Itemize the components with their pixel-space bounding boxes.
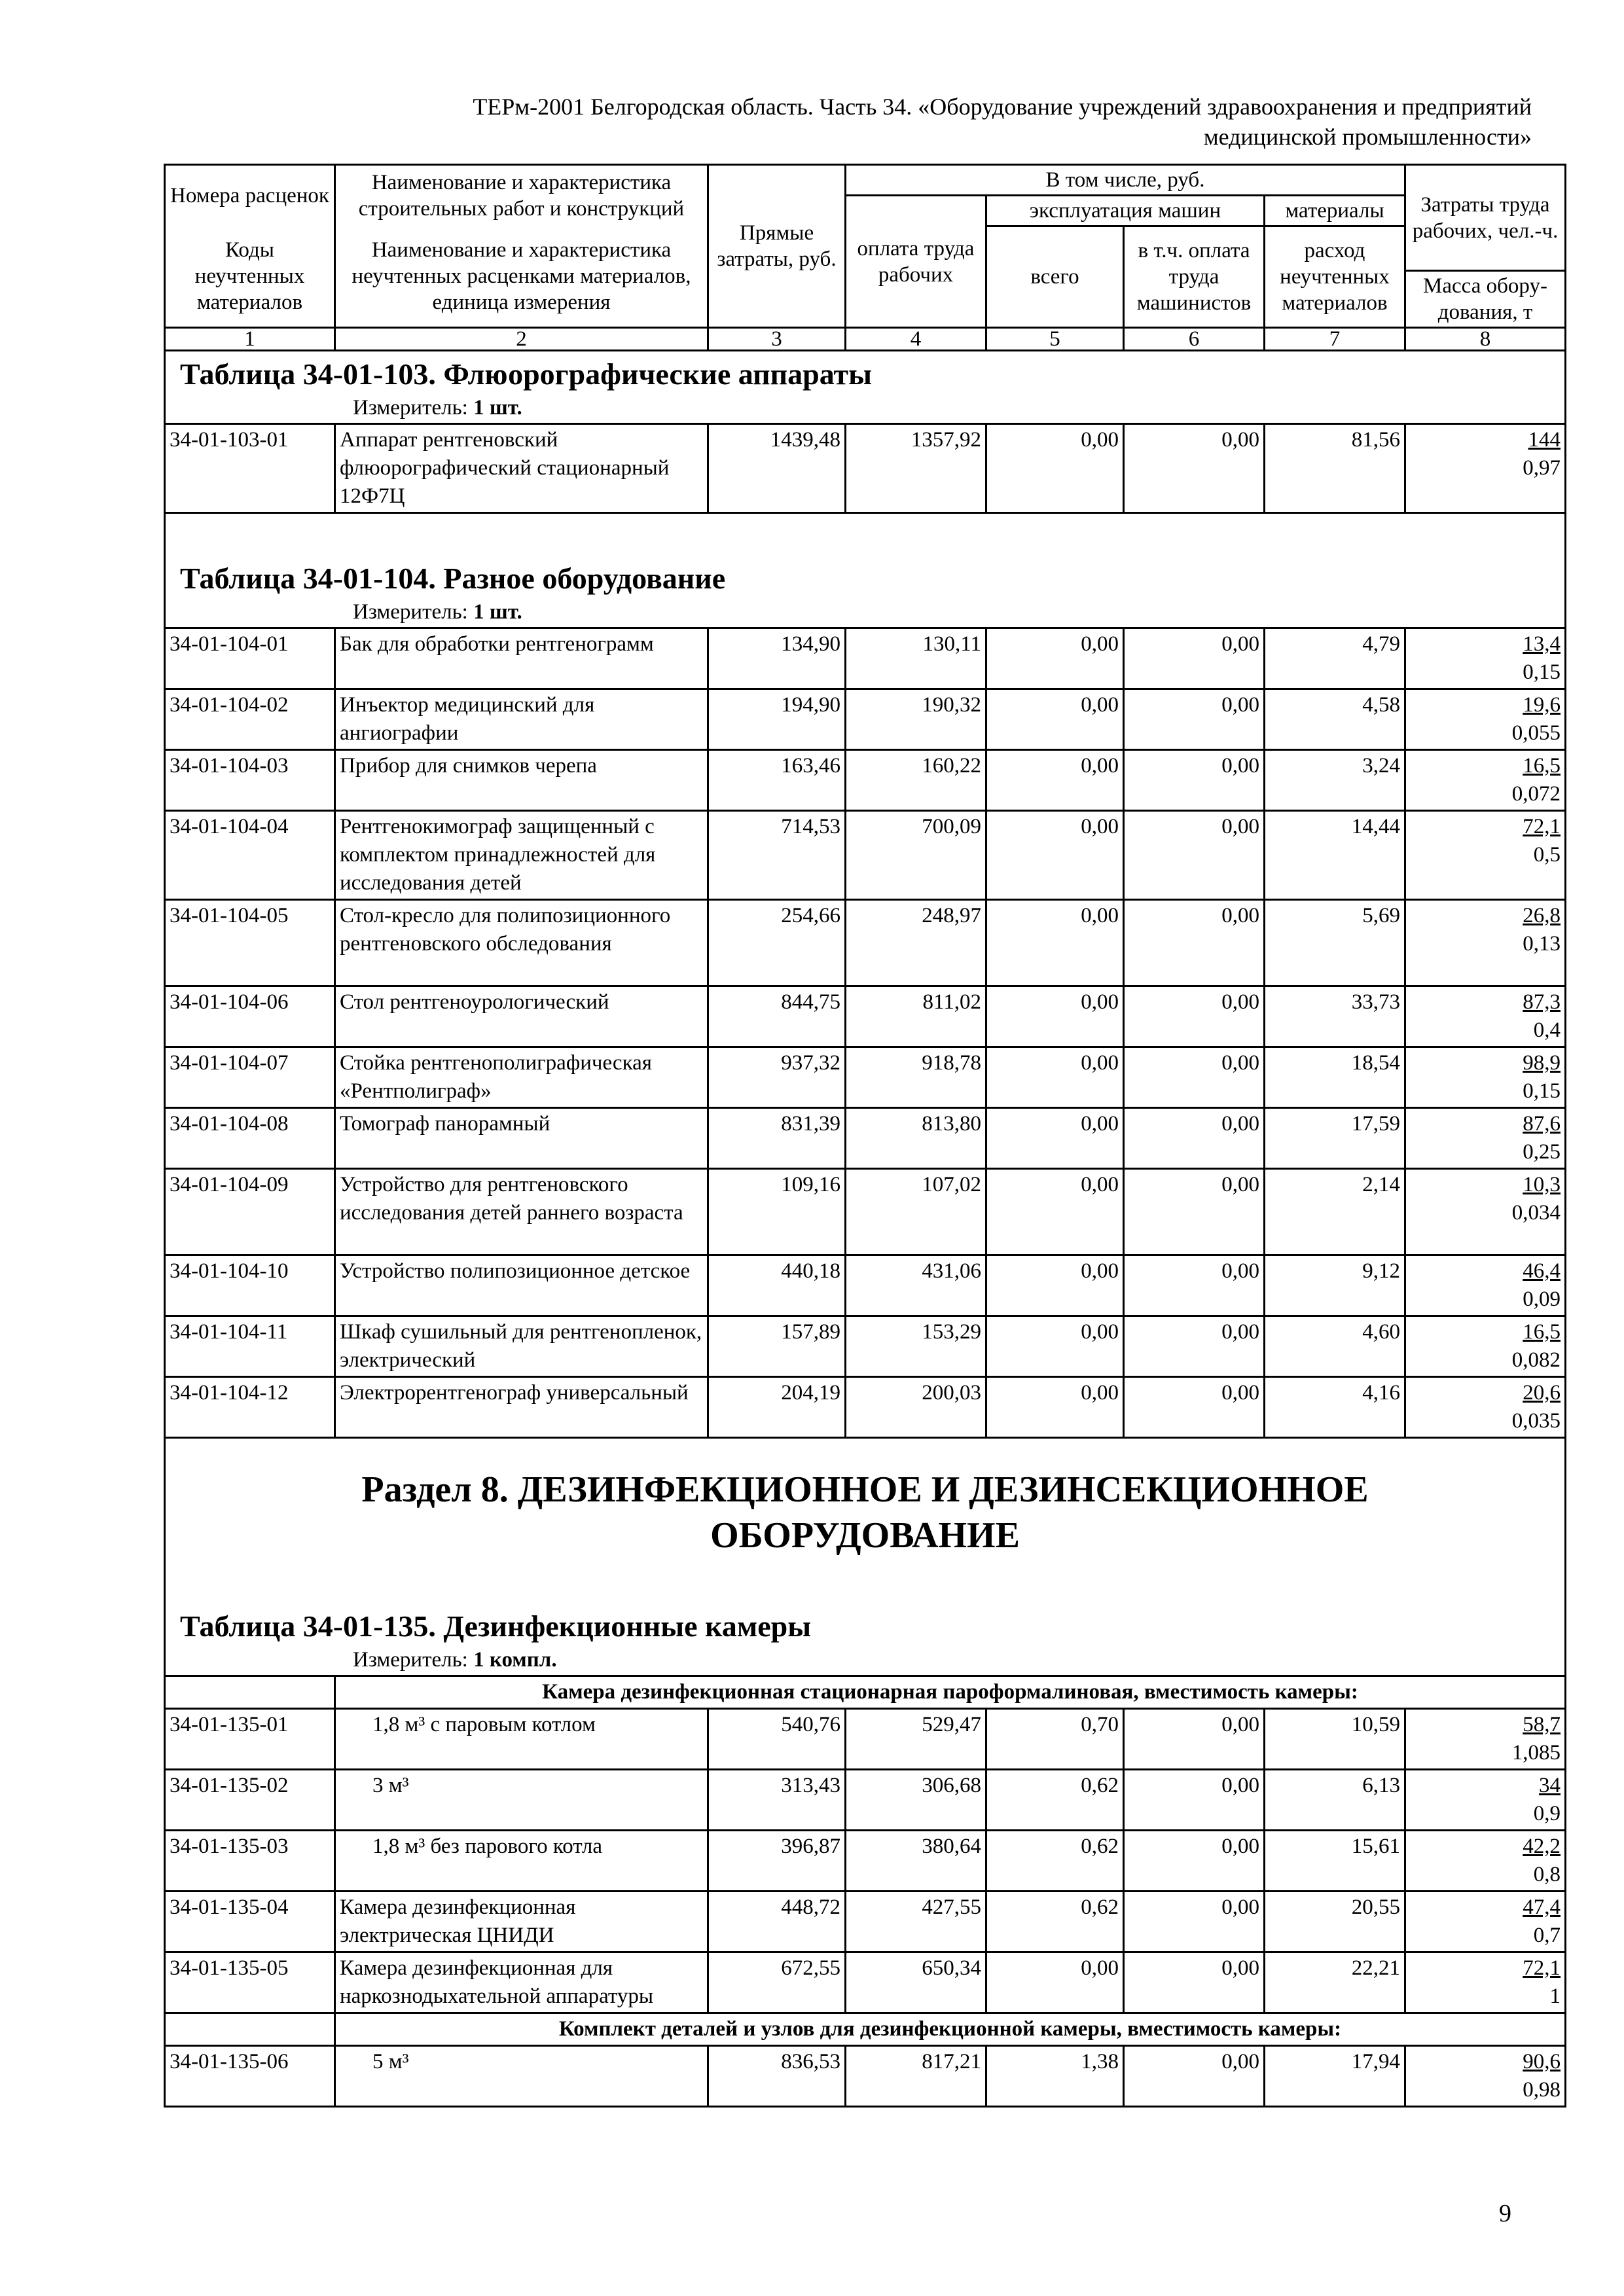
rate-name: 5 м³ [335,2046,708,2107]
direct-cost: 109,16 [708,1169,846,1255]
rate-name: Стойка рентгенополиграфическая «Рентполиграф» [335,1047,708,1108]
machine-cost: 0,70 [986,1709,1124,1770]
rate-name: Электрорентгенограф универсальный [335,1377,708,1438]
table-row [165,424,1566,513]
labor-hours-mass: 19,6 0,055 [1405,689,1566,750]
table-row [165,1892,1566,1952]
labor-cost: 817,21 [846,2046,986,2107]
direct-cost: 254,66 [708,900,846,986]
rate-code: 34-01-135-02 [165,1770,335,1831]
col1-header-bottom: Коды неучтенных материалов [165,226,335,328]
table-row [165,1831,1566,1892]
labor-cost: 190,32 [846,689,986,750]
labor-cost: 107,02 [846,1169,986,1255]
direct-cost: 714,53 [708,811,846,900]
direct-cost: 134,90 [708,628,846,689]
materials-cost: 2,14 [1265,1169,1405,1255]
col-number: 3 [708,328,846,351]
machinist-cost: 0,00 [1124,900,1265,986]
labor-cost: 153,29 [846,1316,986,1377]
subheading-1: Камера дезинфекционная стационарная пароформалиновая, вместимость камеры: [335,1676,1566,1709]
rate-name: Стол-кресло для полипозиционного рентгеновского обследования [335,900,708,986]
col8-header-bottom: Масса обору-дования, т [1405,271,1566,328]
table-row [165,900,1566,986]
rate-name: Прибор для снимков черепа [335,750,708,811]
labor-hours-mass: 47,4 0,7 [1405,1892,1566,1952]
running-header-line1: ТЕРм-2001 Белгородская область. Часть 34. «Оборудование учреждений здравоохранения и предприятий [473,94,1532,120]
rate-code: 34-01-103-01 [165,424,335,513]
machinist-cost: 0,00 [1124,1770,1265,1831]
machine-cost: 0,00 [986,424,1124,513]
materials-cost: 17,59 [1265,1108,1405,1169]
col-number: 7 [1265,328,1405,351]
labor-hours-mass: 87,6 0,25 [1405,1108,1566,1169]
labor-cost: 431,06 [846,1255,986,1316]
machines-header: эксплуатация машин [986,196,1265,226]
machine-cost: 0,62 [986,1770,1124,1831]
table-row [165,1377,1566,1438]
table-103-measure: Измеритель: 1 шт. [353,396,522,420]
col-number: 1 [165,328,335,351]
machinist-cost: 0,00 [1124,1108,1265,1169]
rate-code: 34-01-135-03 [165,1831,335,1892]
materials-header: материалы [1265,196,1405,226]
materials-cost: 4,58 [1265,689,1405,750]
table-row [165,1255,1566,1316]
table-row [165,986,1566,1047]
machinist-cost: 0,00 [1124,424,1265,513]
rate-code: 34-01-104-05 [165,900,335,986]
table-135-measure: Измеритель: 1 компл. [353,1648,557,1672]
rate-name: Бак для обработки рентгенограмм [335,628,708,689]
direct-cost: 831,39 [708,1108,846,1169]
labor-hours-mass: 10,3 0,034 [1405,1169,1566,1255]
direct-cost: 313,43 [708,1770,846,1831]
col2-header-top: Наименование и характеристика строительных работ и конструкций [335,165,708,226]
rate-name: Рентгенокимограф защищенный с комплектом принадлежностей для исследования детей [335,811,708,900]
table-row [165,1770,1566,1831]
col-number: 5 [986,328,1124,351]
materials-cost: 9,12 [1265,1255,1405,1316]
rate-code: 34-01-104-02 [165,689,335,750]
machinist-cost: 0,00 [1124,1892,1265,1952]
machinist-cost: 0,00 [1124,986,1265,1047]
materials-cost: 5,69 [1265,900,1405,986]
table-row [165,1316,1566,1377]
labor-hours-mass: 26,8 0,13 [1405,900,1566,986]
machinist-cost: 0,00 [1124,1169,1265,1255]
materials-cost: 20,55 [1265,1892,1405,1952]
running-header-line2: медицинской промышленности» [1203,124,1532,150]
machine-cost: 0,00 [986,1108,1124,1169]
machine-cost: 0,62 [986,1892,1124,1952]
table-row [165,1709,1566,1770]
rate-name: Инъектор медицинский для ангиографии [335,689,708,750]
machine-cost: 0,00 [986,1377,1124,1438]
machine-cost: 0,00 [986,811,1124,900]
labor-hours-mass: 72,1 0,5 [1405,811,1566,900]
labor-cost: 650,34 [846,1952,986,2013]
materials-cost: 14,44 [1265,811,1405,900]
table-103-heading [165,351,1566,424]
rate-code: 34-01-104-08 [165,1108,335,1169]
labor-hours-mass: 87,3 0,4 [1405,986,1566,1047]
table-row [165,628,1566,689]
col2-header-bottom: Наименование и характеристика неучтенных расценками материалов, единица измерения [335,226,708,328]
direct-cost: 448,72 [708,1892,846,1952]
machinist-cost: 0,00 [1124,1952,1265,2013]
rate-code: 34-01-104-01 [165,628,335,689]
machine-cost: 0,00 [986,1047,1124,1108]
direct-cost: 440,18 [708,1255,846,1316]
rate-code: 34-01-104-10 [165,1255,335,1316]
rate-name: 1,8 м³ с паровым котлом [335,1709,708,1770]
table-135-title: Таблица 34-01-135. Дезинфекционные камеры [180,1609,812,1643]
machinist-cost: 0,00 [1124,1377,1265,1438]
machinist-cost: 0,00 [1124,811,1265,900]
machine-cost: 0,00 [986,628,1124,689]
labor-hours-mass: 58,7 1,085 [1405,1709,1566,1770]
col-number: 6 [1124,328,1265,351]
materials-cost: 4,60 [1265,1316,1405,1377]
rate-code: 34-01-104-07 [165,1047,335,1108]
table-104-heading [165,513,1566,628]
rate-code: 34-01-104-04 [165,811,335,900]
labor-hours-mass: 90,6 0,98 [1405,2046,1566,2107]
machinist-cost: 0,00 [1124,628,1265,689]
materials-cost: 15,61 [1265,1831,1405,1892]
rate-name: Стол рентгеноурологический [335,986,708,1047]
incl-header: В том числе, руб. [846,165,1405,196]
rate-code: 34-01-104-06 [165,986,335,1047]
direct-cost: 836,53 [708,2046,846,2107]
rate-name: Устройство для рентгеновского исследования детей раннего возраста [335,1169,708,1255]
machine-cost: 0,00 [986,689,1124,750]
machine-cost: 0,00 [986,986,1124,1047]
rate-name: Камера дезинфекционная электрическая ЦНИДИ [335,1892,708,1952]
rate-code: 34-01-135-04 [165,1892,335,1952]
rate-name: Аппарат рентгеновский флюорографический стационарный 12Ф7Ц [335,424,708,513]
materials-cost: 22,21 [1265,1952,1405,2013]
col3-header: Прямые затраты, руб. [708,165,846,328]
rate-code: 34-01-135-06 [165,2046,335,2107]
machinist-cost: 0,00 [1124,689,1265,750]
labor-cost: 700,09 [846,811,986,900]
labor-hours-mass: 144 0,97 [1405,424,1566,513]
rate-name: 1,8 м³ без парового котла [335,1831,708,1892]
machine-cost: 0,62 [986,1831,1124,1892]
labor-cost: 529,47 [846,1709,986,1770]
labor-cost: 1357,92 [846,424,986,513]
labor-cost: 380,64 [846,1831,986,1892]
rate-code: 34-01-104-11 [165,1316,335,1377]
labor-cost: 918,78 [846,1047,986,1108]
labor-cost: 306,68 [846,1770,986,1831]
direct-cost: 937,32 [708,1047,846,1108]
rate-code: 34-01-135-01 [165,1709,335,1770]
subheading-spacer [165,2013,335,2046]
subheading-spacer [165,1676,335,1709]
machinist-cost: 0,00 [1124,1709,1265,1770]
materials-cost: 81,56 [1265,424,1405,513]
labor-hours-mass: 98,9 0,15 [1405,1047,1566,1108]
materials-cost: 10,59 [1265,1709,1405,1770]
table-104-title: Таблица 34-01-104. Разное оборудование [180,562,726,595]
machine-cost: 0,00 [986,900,1124,986]
division-8-heading [165,1438,1566,1676]
rate-code: 34-01-104-12 [165,1377,335,1438]
direct-cost: 204,19 [708,1377,846,1438]
price-table [164,164,1566,2108]
col8-header-top: Затраты труда рабочих, чел.-ч. [1405,165,1566,271]
rate-code: 34-01-104-03 [165,750,335,811]
page-number: 9 [1499,2200,1511,2227]
machine-cost: 0,00 [986,1952,1124,2013]
labor-hours-mass: 72,1 1 [1405,1952,1566,2013]
col5-header: всего [986,226,1124,328]
direct-cost: 1439,48 [708,424,846,513]
materials-cost: 4,16 [1265,1377,1405,1438]
materials-cost: 17,94 [1265,2046,1405,2107]
running-header [164,92,1532,152]
labor-hours-mass: 20,6 0,035 [1405,1377,1566,1438]
materials-cost: 3,24 [1265,750,1405,811]
table-row [165,1169,1566,1255]
col-number: 8 [1405,328,1566,351]
materials-cost: 4,79 [1265,628,1405,689]
materials-cost: 18,54 [1265,1047,1405,1108]
machinist-cost: 0,00 [1124,2046,1265,2107]
rate-code: 34-01-104-09 [165,1169,335,1255]
labor-hours-mass: 42,2 0,8 [1405,1831,1566,1892]
materials-cost: 6,13 [1265,1770,1405,1831]
materials-cost: 33,73 [1265,986,1405,1047]
direct-cost: 396,87 [708,1831,846,1892]
direct-cost: 194,90 [708,689,846,750]
machinist-cost: 0,00 [1124,1831,1265,1892]
table-103-title: Таблица 34-01-103. Флюорографические аппараты [180,357,873,391]
machine-cost: 0,00 [986,1169,1124,1255]
rate-name: 3 м³ [335,1770,708,1831]
labor-cost: 248,97 [846,900,986,986]
table-row [165,811,1566,900]
machine-cost: 1,38 [986,2046,1124,2107]
machine-cost: 0,00 [986,1255,1124,1316]
col4-header: оплата труда рабочих [846,196,986,328]
col7-header: расход неучтенных материалов [1265,226,1405,328]
direct-cost: 163,46 [708,750,846,811]
table-row [165,1952,1566,2013]
table-row [165,750,1566,811]
subheading-2: Комплект деталей и узлов для дезинфекционной камеры, вместимость камеры: [335,2013,1566,2046]
table-row [165,2046,1566,2107]
direct-cost: 844,75 [708,986,846,1047]
labor-cost: 811,02 [846,986,986,1047]
machine-cost: 0,00 [986,1316,1124,1377]
labor-cost: 200,03 [846,1377,986,1438]
machine-cost: 0,00 [986,750,1124,811]
labor-cost: 130,11 [846,628,986,689]
rate-name: Томограф панорамный [335,1108,708,1169]
col1-header-top: Номера расценок [165,165,335,226]
labor-hours-mass: 13,4 0,15 [1405,628,1566,689]
col-number: 2 [335,328,708,351]
direct-cost: 672,55 [708,1952,846,2013]
table-row [165,1108,1566,1169]
table-104-measure: Измеритель: 1 шт. [353,600,522,624]
rate-name: Шкаф сушильный для рентгенопленок, электрический [335,1316,708,1377]
col-number: 4 [846,328,986,351]
direct-cost: 157,89 [708,1316,846,1377]
table-row [165,1047,1566,1108]
rate-name: Устройство полипозиционное детское [335,1255,708,1316]
rate-code: 34-01-135-05 [165,1952,335,2013]
rate-name: Камера дезинфекционная для наркознодыхательной аппаратуры [335,1952,708,2013]
labor-hours-mass: 46,4 0,09 [1405,1255,1566,1316]
labor-cost: 427,55 [846,1892,986,1952]
table-row [165,689,1566,750]
machinist-cost: 0,00 [1124,1316,1265,1377]
machinist-cost: 0,00 [1124,750,1265,811]
labor-hours-mass: 16,5 0,072 [1405,750,1566,811]
labor-hours-mass: 16,5 0,082 [1405,1316,1566,1377]
division-title: Раздел 8. ДЕЗИНФЕКЦИОННОЕ И ДЕЗИНСЕКЦИОННОЕ ОБОРУДОВАНИЕ [361,1469,1369,1556]
labor-cost: 160,22 [846,750,986,811]
labor-hours-mass: 34 0,9 [1405,1770,1566,1831]
col6-header: в т.ч. оплата труда машинистов [1124,226,1265,328]
direct-cost: 540,76 [708,1709,846,1770]
machinist-cost: 0,00 [1124,1255,1265,1316]
machinist-cost: 0,00 [1124,1047,1265,1108]
labor-cost: 813,80 [846,1108,986,1169]
